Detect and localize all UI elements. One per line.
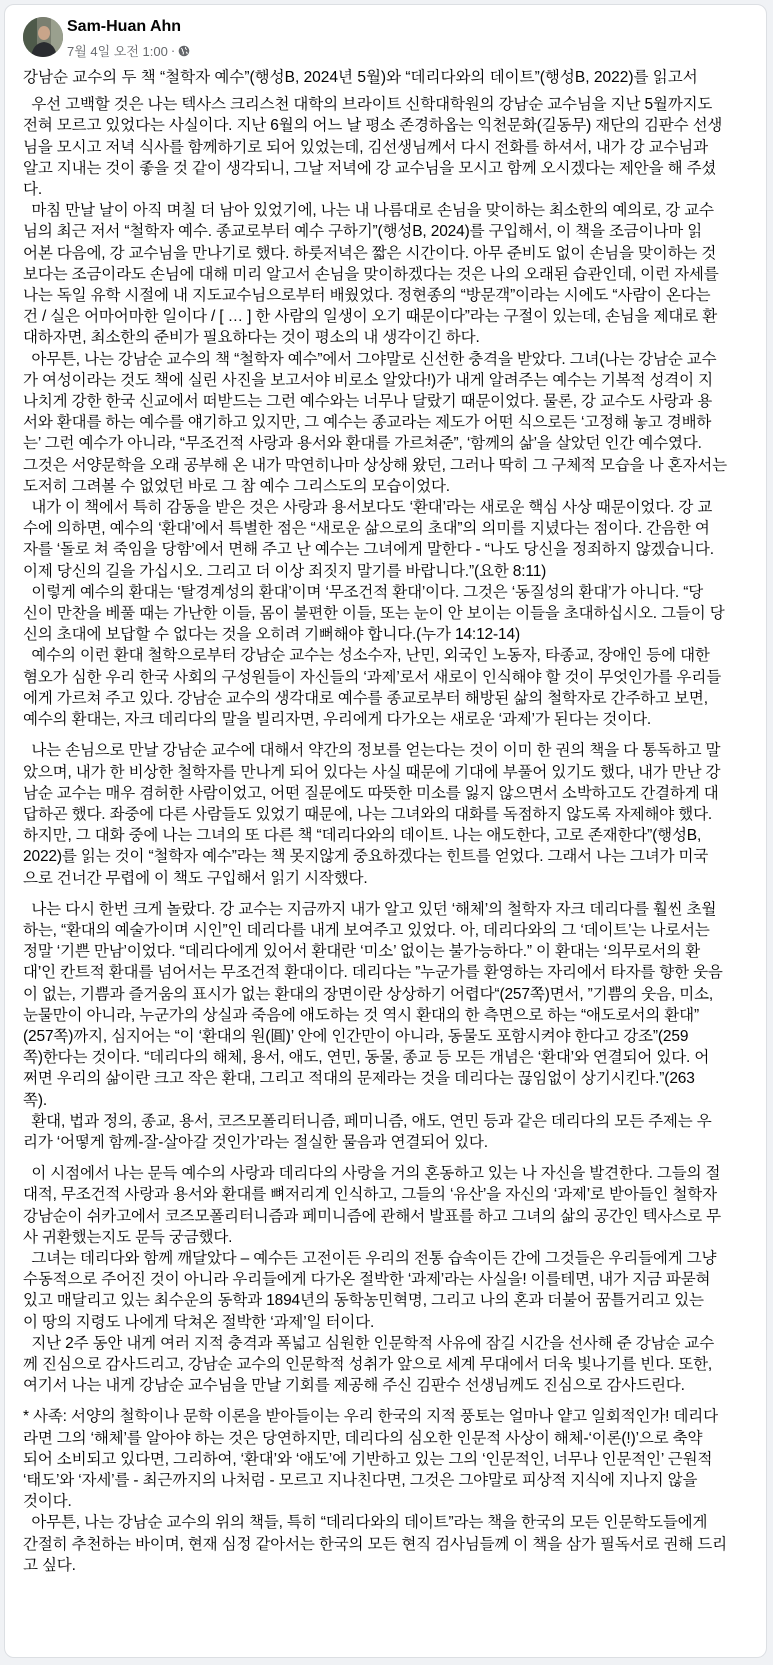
text-line: 라면 그의 ‘해체’를 알아야 하는 것은 당연하지만, 데리다의 심오한 인문적 사상이 해체-‘이론(!)’으로 축약 [23,1429,703,1447]
text-line: 자를 ‘돌로 쳐 죽임을 당함’에서 면해 주고 난 예수는 그녀에게 말한다 - “나도 당신을 정죄하지 않겠습니다. [23,541,714,559]
text-line: 답하곤 했다. 좌중에 다른 사람들도 있었기 때문에, 나는 그녀와의 대화를 독점하지 않도록 자제해야 했다. [23,805,713,823]
text-line: (257쪽)까지, 심지어는 “이 ‘환대의 원(圓)’ 안에 인간만이 아니라, 동물도 포함시켜야 한다고 강조”(259 [23,1027,689,1045]
text-line: 대적, 무조건적 사랑과 용서와 환대를 뼈저리게 인식하고, 그들의 ‘유산’을 자신의 ‘과제’로 받아들인 철학자 [23,1186,717,1204]
post-meta [67,41,190,60]
text-block [23,94,756,730]
text-line: 그녀는 데리다와 함께 깨달았다 – 예수든 고전이든 우리의 전통 습속이든 간에 그것들은 우리들에게 그냥 [23,1249,717,1267]
text-line: 았으며, 내가 한 비상한 철학자를 만나게 되어 있다는 사실 때문에 기대에 부풀어 있기도 했다, 내가 만난 강 [23,763,721,781]
text-line: 도저히 그려볼 수 없었던 바로 그 참 예수 그리스도의 모습이었다. [23,477,450,495]
post-paragraphs [23,94,756,1576]
text-line: 나치게 강한 한국 신교에서 떠받드는 그런 예수와는 너무나 달랐기 때문이었다. 물론, 강 교수도 사랑과 용 [23,393,713,411]
text-line: 2022)를 읽는 것이 “철학자 예수”라는 책 못지않게 중요하겠다는 힌트를 얻었다. 그래서 나는 그녀가 미국 [23,848,709,866]
text-line: 전혀 모르고 있었다는 사실이다. 지난 6월의 어느 날 평소 존경하옵는 익천문화(길동무) 재단의 김판수 선생 [23,117,723,135]
text-line: 쩌면 우리의 삶이란 크고 작은 환대, 그리고 적대의 문제라는 것을 데리다는 끊임없이 상기시킨다.”(263 [23,1070,695,1088]
text-line: 나는 손님으로 만날 강남순 교수에 대해서 약간의 정보를 얻는다는 것이 이미 한 권의 책을 다 통독하고 말 [23,742,721,760]
meta-separator: · [170,43,176,58]
author-name[interactable]: Sam-Huan Ahn [67,18,182,35]
text-line: 대’인 칸트적 환대를 넘어서는 무조건적 환대이다. 데리다는 ”누군가를 환영하는 자리에서 타자를 향한 웃음 [23,964,723,982]
text-line: 나는 다시 한번 크게 놀랐다. 강 교수는 지금까지 내가 알고 있던 ‘해체’의 철학자 자크 데리다를 훨씬 초월 [23,900,717,918]
text-line: 강남순이 쉬카고에서 코즈모폴리터니즘과 페미니즘에 관해서 발표를 하고 그녀의 삶의 공간인 텍사스로 무 [23,1207,721,1225]
text-line: 이렇게 예수의 환대는 ‘탈경계성의 환대’이며 ‘무조건적 환대’이다. 그것은 ‘동질성의 환대’가 아니다. “당 [23,583,704,601]
text-block [23,1406,756,1576]
text-line: 신의 초대에 보답할 수 없다는 것을 오히려 기뻐해야 합니다.(누가 14:12-14) [23,626,520,644]
text-line: 대하자면, 최소한의 준비가 필요하다는 것이 평소의 내 생각이긴 하다. [23,329,480,347]
text-line: 하지만, 그 대화 중에 나는 그녀의 또 다른 책 “데리다와의 데이트. 나는 애도한다, 고로 존재한다”(행성B, [23,827,702,845]
text-line: 지난 2주 동안 내게 여러 지적 충격과 폭넓고 심원한 인문학적 사유에 잠길 시간을 선사해 준 강남순 교수 [23,1334,715,1352]
text-line: 사 귀환했는지도 문득 궁금했다. [23,1228,233,1246]
text-line: 정말 ‘기쁜 만남’이었다. “데리다에게 있어서 환대란 ‘미소’ 없이는 불가능하다.” 이 환대는 ‘의무로서의 환 [23,943,701,961]
text-line: 환대, 법과 정의, 종교, 용서, 코즈모폴리터니즘, 페미니즘, 애도, 연민 등과 같은 데리다의 모든 주제는 우 [23,1112,712,1130]
text-line: 보다는 조금이라도 손님에 대해 미리 알고서 손님을 맞이하겠다는 것은 나의 오래된 습관인데, 이런 자세를 [23,265,719,283]
text-line: 건 / 실은 어마어마한 일이다 / [ … ] 한 사람의 일생이 오기 때문이다”라는 구절이 있는데, 손님을 제대로 환 [23,308,718,326]
text-line: 이 땅의 지령도 나에게 닥쳐온 절박한 ‘과제’일 터이다. [23,1313,375,1331]
facebook-post [4,4,767,1658]
text-line: 이제 당신의 길을 가십시오. 그리고 더 이상 죄짓지 말기를 바랍니다.”(요한 8:11) [23,562,547,580]
text-line: 아무튼, 나는 강남순 교수의 위의 책들, 특히 “데리다와의 데이트”라는 책을 한국의 모든 인문학도들에게 [23,1514,708,1532]
text-line: 이 없는, 기쁨과 즐거움의 표시가 없는 환대의 장면이란 상상하기 어렵다“(257쪽)면서, ”기쁨의 웃음, 미소, [23,985,714,1003]
text-line: 수동적으로 주어진 것이 아니라 우리들에게 다가온 절박한 ‘과제’라는 사실을! 이를테면, 내가 지금 파묻혀 [23,1271,711,1289]
text-block [23,740,756,888]
text-line: 쪽). [23,1091,47,1109]
text-line: 는’ 그런 예수가 아니라, “무조건적 사랑과 용서와 환대를 가르쳐준”, ‘함께의 삶’을 살았던 인간 예수였다. [23,435,702,453]
text-line: 예수의 이런 환대 철학으로부터 강남순 교수는 성소수자, 난민, 외국인 노동자, 타종교, 장애인 등에 대한 [23,647,710,665]
text-line: 아무튼, 나는 강남순 교수의 책 “철학자 예수”에서 그야말로 신선한 충격을 받았다. 그녀(나는 강남순 교수 [23,350,717,368]
text-line: 예수의 환대는, 자크 데리다의 말을 빌리자면, 우리에게 다가오는 새로운 ‘과제’가 된다는 것이다. [23,711,652,729]
text-line: 리가 ‘어떻게 함께-잘-살아갈 것인가’라는 절실한 물음과 연결되어 있다. [23,1133,488,1151]
text-block [23,899,756,1153]
post-body [23,67,756,1576]
text-line: 있고 매달리고 있는 최수운의 동학과 1894년의 동학농민혁명, 그리고 나의 혼과 더불어 꿈틀거리고 있는 [23,1292,704,1310]
post-title: 강남순 교수의 두 책 “철학자 예수”(행성B, 2024년 5월)와 “데리다와의 데이트”(행성B, 2022)를 읽고서 [23,69,698,86]
author-avatar[interactable] [23,17,63,57]
globe-icon[interactable] [178,45,190,57]
text-line: 마침 만날 날이 아직 며칠 더 남아 있었기에, 나는 내 나름대로 손님을 맞이하는 최소한의 예의로, 강 교수 [23,202,714,220]
text-line: 혐오가 심한 우리 한국 사회의 구성원들이 자신들의 ‘과제’로서 새로이 인식해야 할 것이 무엇인가를 우리들 [23,668,722,686]
text-line: 우선 고백할 것은 나는 텍사스 크리스천 대학의 브라이트 신학대학원의 강남순 교수님을 지난 5월까지도 [23,96,713,114]
text-line: 수에 의하면, 예수의 ‘환대’에서 특별한 점은 “새로운 삶으로의 초대”의 의미를 지녔다는 점이다. 간음한 여 [23,520,710,538]
text-line: 가 여성이라는 것도 책에 실린 사진을 보고서야 비로소 알았다!)가 내게 알려주는 예수는 기복적 성격이 지 [23,371,713,389]
text-line: 알고 지내는 것이 좋을 것 같이 생각되니, 그날 저녁에 강 교수님을 모시고 함께 오시겠다는 제안을 해 주셨 [23,159,717,177]
text-line: 님의 최근 저서 “철학자 예수. 종교로부터 예수 구하기”(행성B, 2024)를 구입해서, 이 책을 조금이나마 읽 [23,223,703,241]
text-line: 내가 이 책에서 특히 감동을 받은 것은 사랑과 용서보다도 ‘환대’라는 새로운 핵심 사상 때문이었다. 강 교 [23,499,713,517]
text-line: 에게 가르쳐 주고 있다. 강남순 교수의 생각대로 예수를 종교로부터 해방된 삶의 철학자로 간주하고 보면, [23,689,708,707]
text-line: 되어 소비되고 있다면, 그리하여, ‘환대’와 ‘애도’에 기반하고 있는 그의 ‘인문적인, 너무나 인문적인’ 근원적 [23,1450,713,1468]
text-line: 고 싶다. [23,1556,76,1574]
text-line: 간절히 추천하는 바이며, 현재 심정 같아서는 한국의 모든 현직 검사님들께 이 책을 삼가 필독서로 권해 드리 [23,1535,727,1553]
text-line: 다. [23,181,42,199]
text-line: 것이다. [23,1493,72,1511]
text-line: 어본 다음에, 강 교수님을 만나기로 했다. 하룻저녁은 짧은 시간이다. 아무 준비도 없이 손님을 맞이하는 것 [23,244,717,262]
text-line: 으로 건너간 무렵에 이 책도 구입해서 읽기 시작했다. [23,869,368,887]
text-line: ‘태도’와 ‘자세’를 - 최근까지의 나처럼 - 모르고 지나친다면, 그것은 그야말로 피상적 지식에 지나지 않을 [23,1472,698,1489]
text-line: 눈물만이 아니라, 누군가의 상실과 죽음에 애도하는 것 역시 환대의 한 측면으로 하는 “애도로서의 환대” [23,1006,699,1024]
text-line: 그것은 서양문학을 오래 공부해 온 내가 막연히나마 상상해 왔던, 그러나 딱히 그 구체적 모습을 나 혼자서는 [23,456,727,474]
text-line: 신이 만찬을 베풀 때는 가난한 이들, 몸이 불편한 이들, 또는 눈이 안 보이는 이들을 초대하십시오. 그들이 당 [23,605,725,623]
text-line: 나는 독일 유학 시절에 내 지도교수님으로부터 배웠었다. 정현종의 “방문객”이라는 시에도 “사람이 온다는 [23,287,711,305]
text-line: * 사족: 서양의 철학이나 문학 이론을 받아들이는 우리 한국의 지적 풍토는 얼마나 얕고 일회적인가! 데리다 [23,1408,718,1426]
text-line: 쪽)한다는 것이다. “데리다의 해체, 용서, 애도, 연민, 동물, 종교 등 모든 개념은 ‘환대’와 연결되어 있다. 어 [23,1049,710,1067]
post-timestamp[interactable]: 7월 4일 오전 1:00 [67,44,168,59]
text-line: 님을 모시고 저녁 식사를 함께하기로 되어 있었는데, 김선생님께서 다시 전화를 하셔서, 내가 강 교수님과 [23,138,708,156]
text-line: 이 시점에서 나는 문득 예수의 사랑과 데리다의 사랑을 거의 혼동하고 있는 나 자신을 발견한다. 그들의 절 [23,1165,721,1183]
text-line: 하는, “환대의 예술가이며 시인”인 데리다를 내게 보여주고 있었다. 아, 데리다와의 그 ‘데이트’는 나로서는 [23,921,710,939]
avatar-photo-icon [23,17,63,57]
text-line: 남순 교수는 매우 겸허한 사람이었고, 어떤 질문에도 따뜻한 미소를 잃지 않으면서 소박하고도 간결하게 대 [23,784,719,802]
text-line: 서와 환대를 하는 예수를 얘기하고 있지만, 그 예수는 종교라는 제도가 어떤 식으로든 ‘고정해 놓고 경배하 [23,414,712,432]
text-line: 여기서 나는 내게 강남순 교수님을 만날 기회를 제공해 주신 김판수 선생님께도 진심으로 감사드린다. [23,1377,685,1395]
text-block [23,1163,756,1396]
text-line: 께 진심으로 감사드리고, 강남순 교수의 인문학적 성취가 앞으로 세계 무대에서 더욱 빛나기를 빈다. 또한, [23,1355,713,1373]
